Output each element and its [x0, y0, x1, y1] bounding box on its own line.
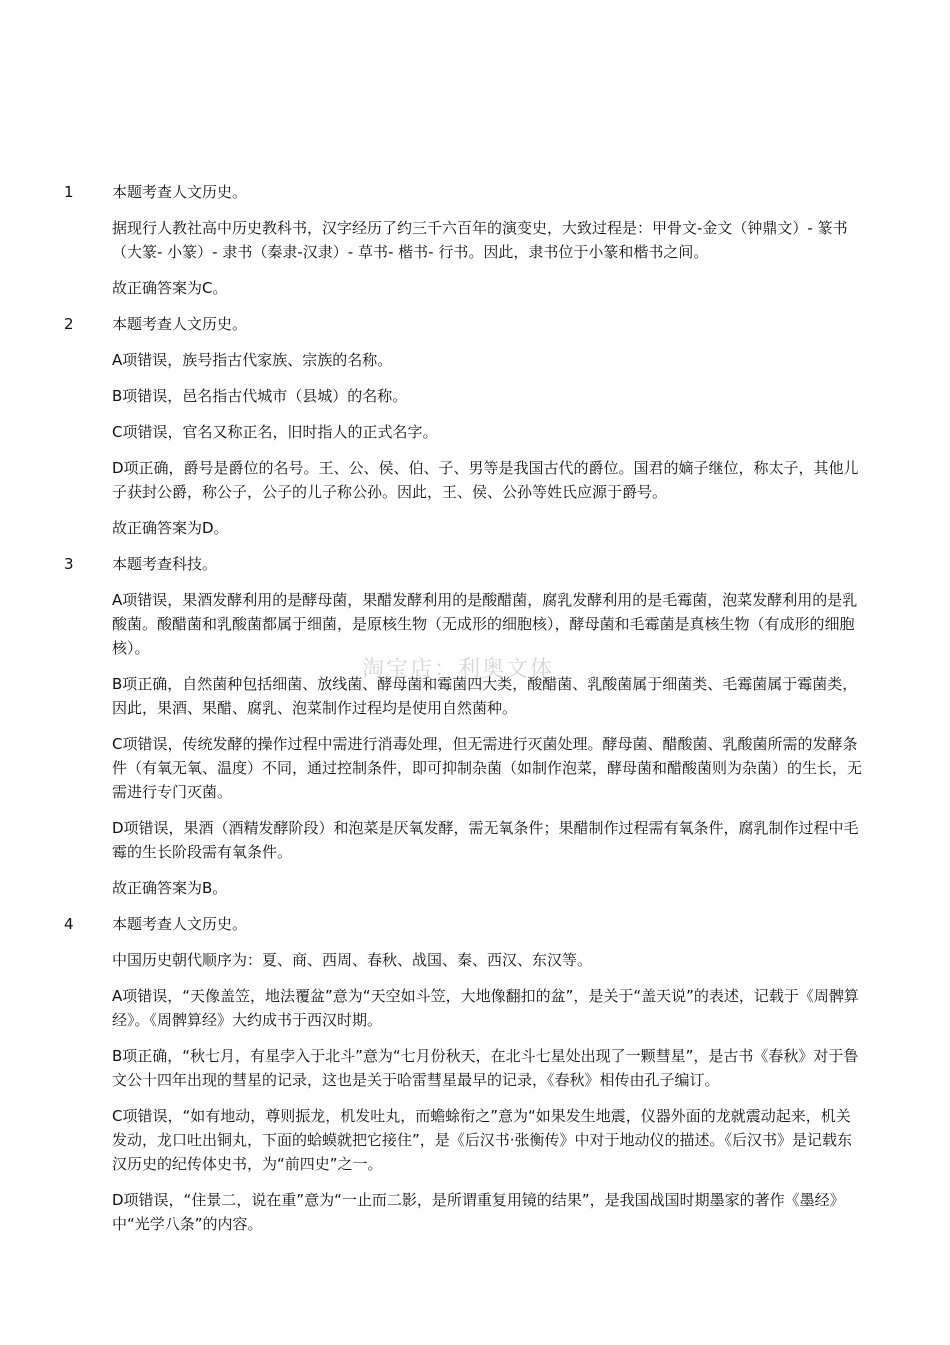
question-number: 2: [64, 315, 74, 333]
question-number: 4: [64, 915, 74, 933]
question-number: 3: [64, 555, 74, 573]
option-c-explanation: C项错误，“如有地动，尊则振龙，机发吐丸，而蟾蜍衔之”意为“如果发生地震，仪器外面的龙就震动起来，机关发动，龙口吐出铜丸，下面的蛤蟆就把它接住”，是《后汉书·张衡传》中对于地动仪的描述。《后汉书》是记载东汉历史的纪传体史书，为“前四史”之一。: [112, 1107, 853, 1173]
question-number: 1: [64, 183, 74, 201]
answer-document: [0, 180, 950, 1248]
option-b-explanation: B项错误，邑名指古代城市（县城）的名称。: [112, 387, 408, 405]
question-2: [0, 312, 950, 540]
option-a-explanation: A项错误，“天像盖笠，地法覆盆”意为“天空如斗笠，大地像翻扣的盆”，是关于“盖天说”的表述，记载于《周髀算经》。《周髀算经》大约成书于西汉时期。: [112, 987, 859, 1029]
answer-conclusion: 故正确答案为C。: [112, 279, 228, 297]
option-a-explanation: A项错误，果酒发酵利用的是酵母菌，果醋发酵利用的是酸醋菌，腐乳发酵利用的是毛霉菌，泡菜发酵利用的是乳酸菌。酸醋菌和乳酸菌都属于细菌，是原核生物（无成形的细胞核），酵母菌和毛霉菌是真核生物（有成形的细胞核）。: [112, 591, 858, 657]
option-d-explanation: D项错误，“住景二，说在重”意为“一止而二影，是所谓重复用镜的结果”，是我国战国时期墨家的著作《墨经》中“光学八条”的内容。: [112, 1191, 845, 1233]
answer-conclusion: 故正确答案为B。: [112, 879, 228, 897]
option-b-explanation: B项正确，自然菌种包括细菌、放线菌、酵母菌和霉菌四大类，酸醋菌、乳酸菌属于细菌类、毛霉菌属于霉菌类，因此，果酒、果醋、腐乳、泡菜制作过程均是使用自然菌种。: [112, 675, 858, 717]
option-a-explanation: A项错误，族号指古代家族、宗族的名称。: [112, 351, 393, 369]
question-topic: 本题考查人文历史。: [112, 315, 248, 333]
question-topic: 本题考查科技。: [112, 555, 218, 573]
option-b-explanation: B项正确，“秋七月，有星孛入于北斗”意为“七月份秋天，在北斗七星处出现了一颗彗星”，是古书《春秋》对于鲁文公十四年出现的彗星的记录，这也是关于哈雷彗星最早的记录，《春秋》相传由孔子编订。: [112, 1047, 859, 1089]
question-4: [0, 912, 950, 1236]
explanation-paragraph: 据现行人教社高中历史教科书，汉字经历了约三千六百年的演变史，大致过程是：甲骨文-金文（钟鼎文）- 篆书（大篆- 小篆）- 隶书（秦隶-汉隶）- 草书- 楷书- 行书。因此，隶书位于小篆和楷书之间。: [112, 219, 848, 261]
option-d-explanation: D项正确，爵号是爵位的名号。王、公、侯、伯、子、男等是我国古代的爵位。国君的嫡子继位，称太子，其他儿子获封公爵，称公子，公子的儿子称公孙。因此，王、侯、公孙等姓氏应源于爵号。: [112, 459, 859, 501]
question-3: [0, 552, 950, 900]
question-topic: 本题考查人文历史。: [112, 915, 248, 933]
answer-conclusion: 故正确答案为D。: [112, 519, 229, 537]
question-topic: 本题考查人文历史。: [112, 183, 248, 201]
option-c-explanation: C项错误，传统发酵的操作过程中需进行消毒处理，但无需进行灭菌处理。酵母菌、醋酸菌、乳酸菌所需的发酵条件（有氧无氧、温度）不同，通过控制条件，即可抑制杂菌（如制作泡菜，酵母菌和醋酸菌则为杂菌）的生长，无需进行专门灭菌。: [112, 735, 863, 801]
background-paragraph: 中国历史朝代顺序为：夏、商、西周、春秋、战国、秦、西汉、东汉等。: [112, 951, 593, 969]
option-d-explanation: D项错误，果酒（酒精发酵阶段）和泡菜是厌氧发酵，需无氧条件；果醋制作过程需有氧条件，腐乳制作过程中毛霉的生长阶段需有氧条件。: [112, 819, 859, 861]
shop-watermark: 淘宝店：利奥文体: [362, 657, 555, 682]
option-c-explanation: C项错误，官名又称正名，旧时指人的正式名字。: [112, 423, 438, 441]
question-1: [0, 180, 950, 300]
